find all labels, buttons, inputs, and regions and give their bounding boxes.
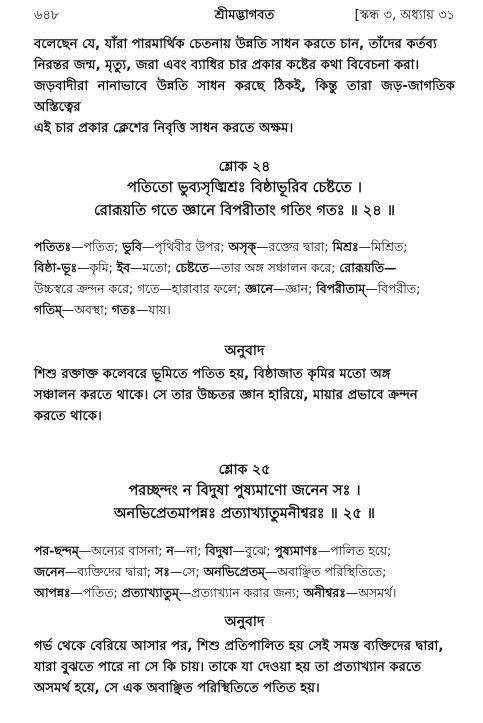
translation-line: করতে থাকে। bbox=[34, 409, 102, 424]
intro-line: এই চার প্রকার ক্লেশের নিবৃত্তি সাধন করতে অক্ষম। bbox=[34, 121, 294, 136]
term-meaning: —অবাঞ্ছিত পরিস্থিতিতে; bbox=[264, 564, 387, 579]
running-title: শ্রীমদ্ভাগবত bbox=[214, 8, 275, 23]
verse-25-translation bbox=[34, 636, 455, 699]
verse-25-synonyms bbox=[34, 540, 455, 603]
translation-line: শিশু রক্তাক্ত কলেবরে ভূমিতে পতিত হয়, বিষ্ঠাজাত কৃমির মতো অঙ্গ bbox=[34, 367, 391, 382]
page-header bbox=[34, 6, 455, 24]
sanskrit-term: অসৃক্ bbox=[228, 239, 257, 254]
translation-line: যারা বুঝতে পারে না সে কি চায়। তাকে যা দেওয়া হয় তা প্রত্যাখ্যান করতে bbox=[34, 660, 422, 675]
sanskrit-term: সঃ bbox=[155, 564, 170, 579]
synonym-line bbox=[34, 236, 455, 257]
verse-24-translation bbox=[34, 364, 455, 427]
translation-line: অসমর্থ হয়ে, সে এক অবাঞ্ছিত পরিস্থিতিতে পতিত হয়। bbox=[34, 681, 320, 696]
sanskrit-term: গতঃ bbox=[111, 302, 136, 317]
term-meaning: —অবস্থা; bbox=[61, 302, 112, 317]
term-meaning: —মিশ্রিত; bbox=[358, 239, 408, 254]
sanskrit-term: বিষ্ঠা-ভূঃ bbox=[34, 260, 78, 275]
sanskrit-term: ইব bbox=[116, 260, 131, 275]
sanskrit-term: পতিতঃ bbox=[34, 239, 72, 254]
verse-24-synonyms bbox=[34, 236, 455, 320]
intro-line: নিরন্তর জন্ম, মৃত্যু, জরা এবং ব্যাধির চার প্রকার কষ্টের কথা বিবেচনা করা। bbox=[34, 58, 420, 73]
verse-24-heading: শ্লোক ২৪ bbox=[218, 159, 271, 175]
synonym-line bbox=[34, 278, 455, 299]
term-meaning: —পতিত; bbox=[71, 239, 123, 254]
sanskrit-term: চেষ্টতে bbox=[175, 260, 209, 275]
sanskrit-term: অনীশ্বরঃ bbox=[303, 585, 346, 600]
sanskrit-term: আপন্নঃ bbox=[34, 585, 71, 600]
term-meaning: —কৃমি; bbox=[77, 260, 117, 275]
verse-25-heading: শ্লোক ২৫ bbox=[218, 462, 271, 478]
translation-line: সঞ্চালন করতে থাকে। সে তার উচ্চতর জ্ঞান হারিয়ে, মায়ার প্রভাবে ক্রন্দন bbox=[34, 388, 418, 403]
term-meaning: —না; bbox=[173, 543, 206, 558]
sanskrit-term: জ্ঞানে bbox=[245, 281, 273, 296]
sanskrit-term: পুষ্যমাণঃ bbox=[274, 543, 318, 558]
translation-line: গর্ভ থেকে বেরিয়ে আসার পর, শিশু প্রতিপালিত হয় সেই সমস্ত ব্যক্তিদের দ্বারা, bbox=[34, 639, 444, 654]
term-meaning: —সে; bbox=[169, 564, 204, 579]
verse-24-text bbox=[34, 177, 455, 223]
synonym-line bbox=[34, 540, 455, 561]
term-meaning: —পতিত; bbox=[70, 585, 122, 600]
verse-line: পতিতো ভুব্যসৃঙ্মিশ্রঃ বিষ্ঠাভূরিব চেষ্টতে । bbox=[127, 180, 362, 196]
sanskrit-term: গতিম্ bbox=[34, 302, 62, 317]
term-meaning: উচ্চস্বরে ক্রন্দন করে; গতে—হারাবার ফলে; bbox=[34, 281, 246, 296]
intro-paragraph bbox=[34, 34, 455, 139]
term-meaning: —যায়। bbox=[135, 302, 171, 317]
term-meaning: —ব্যক্তিদের দ্বারা; bbox=[64, 564, 156, 579]
intro-line: বলেছেন যে, যাঁরা পারমার্থিক চেতনায় উন্নতি সাধন করতে চান, তাঁদের কর্তব্য bbox=[34, 37, 437, 52]
sanskrit-term: রোরূয়তি— bbox=[339, 260, 397, 275]
term-meaning: —রক্তের দ্বারা; bbox=[256, 239, 333, 254]
sanskrit-term: প্রত্যাখ্যাতুম্ bbox=[121, 585, 179, 600]
sanskrit-term: বিপরীতাম্ bbox=[316, 281, 366, 296]
term-meaning: —অসমর্থ। bbox=[345, 585, 397, 600]
term-meaning: —প্রত্যাখ্যান করার জন্য; bbox=[178, 585, 304, 600]
term-meaning: —অন্যের বাসনা; bbox=[78, 543, 167, 558]
term-meaning: —বিপরীত; bbox=[365, 281, 421, 296]
sanskrit-term: জনেন bbox=[34, 564, 65, 579]
page-number: ৬৪৮ bbox=[34, 8, 60, 23]
term-meaning: —বুঝে; bbox=[232, 543, 275, 558]
sanskrit-term: ন bbox=[166, 543, 174, 558]
verse-25-text bbox=[34, 480, 455, 526]
synonym-line bbox=[34, 257, 455, 278]
chapter-reference: [স্কন্ধ ৩, অধ্যায় ৩১ bbox=[354, 8, 455, 23]
verse-24-translation-heading: অনুবাদ bbox=[224, 343, 265, 359]
sanskrit-term: অনভিপ্রেতম্ bbox=[203, 564, 265, 579]
sanskrit-term: বিদুষা bbox=[205, 543, 233, 558]
term-meaning: —মতো; bbox=[130, 260, 176, 275]
verse-line: রোরূয়তি গতে জ্ঞানে বিপরীতাং গতিং গতঃ ॥ ২৪ ॥ bbox=[94, 203, 395, 219]
synonym-line bbox=[34, 582, 455, 603]
term-meaning: —জ্ঞান; bbox=[272, 281, 317, 296]
verse-line: পরচ্ছন্দং ন বিদুষা পুষ্যমাণো জনেন সঃ । bbox=[128, 483, 361, 499]
sanskrit-term: মিশ্রঃ bbox=[332, 239, 359, 254]
term-meaning: —পালিত হয়ে; bbox=[317, 543, 392, 558]
term-meaning: —পৃথিবীর উপর; bbox=[141, 239, 229, 254]
intro-line: জড়বাদীরা নানাভাবে উন্নতি সাধন করছে ঠিকই, কিন্তু তারা জড়-জাগতিক অস্তিত্বের bbox=[34, 79, 455, 115]
synonym-line bbox=[34, 299, 455, 320]
term-meaning: —তার অঙ্গ সঞ্চালন করে; bbox=[208, 260, 340, 275]
verse-line: অনভিপ্রেতমাপন্নঃ প্রত্যাখ্যাতুমনীশ্বরঃ ॥ ২৫ ॥ bbox=[114, 506, 375, 522]
verse-25-translation-heading: অনুবাদ bbox=[224, 614, 265, 630]
sanskrit-term: পর-ছন্দম্ bbox=[34, 543, 79, 558]
synonym-line bbox=[34, 561, 455, 582]
sanskrit-term: ভুবি bbox=[122, 239, 142, 254]
